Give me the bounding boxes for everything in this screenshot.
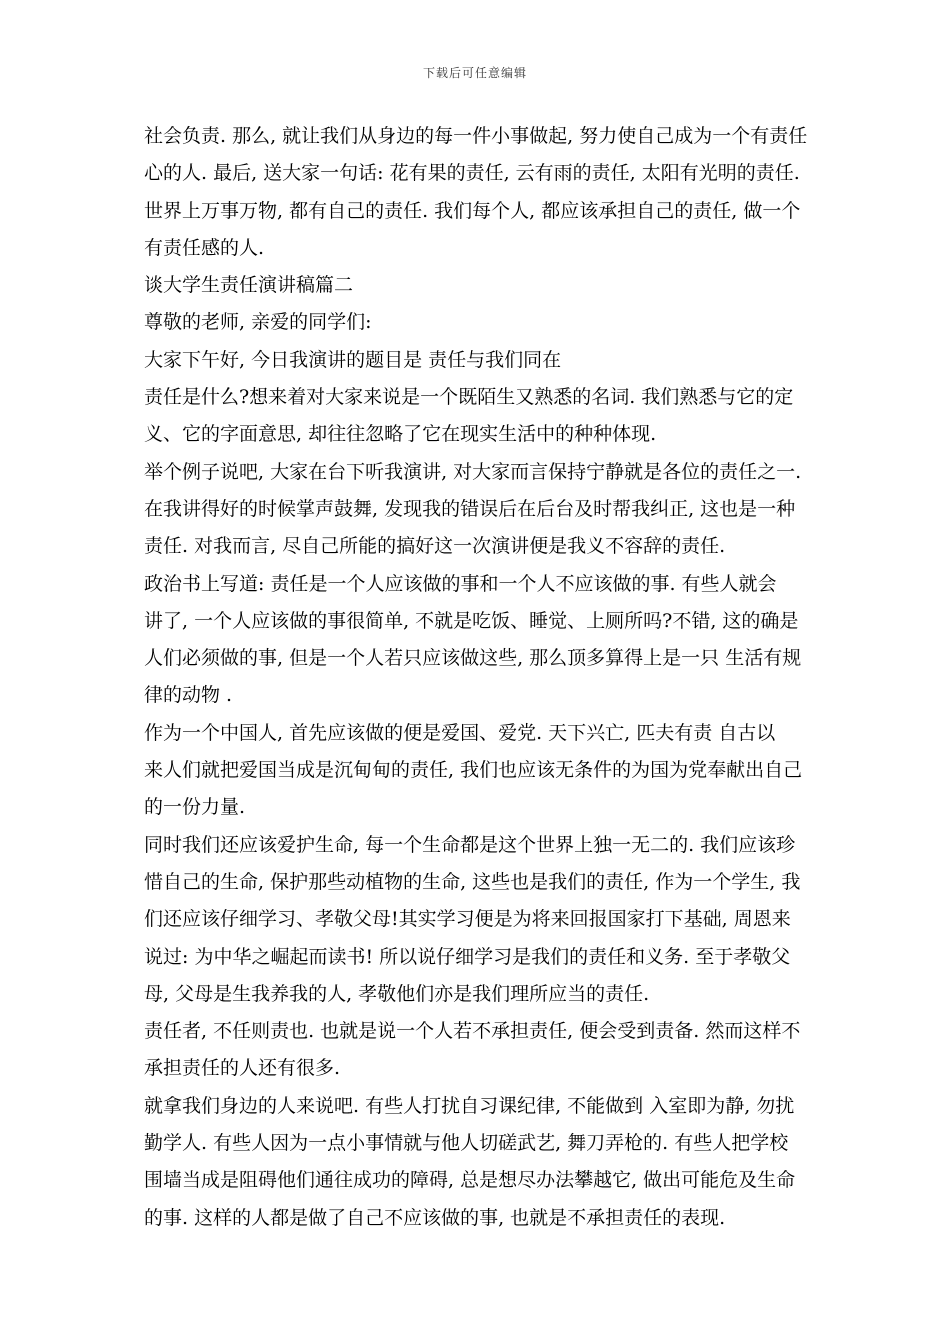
text-line: 的事. 这样的人都是做了自己不应该做的事, 也就是不承担责任的表现.	[144, 1206, 726, 1229]
text-line: 讲了, 一个人应该做的事很简单, 不就是吃饭、睡觉、上厕所吗?不错, 这的确是	[144, 609, 799, 632]
text-line: 母, 父母是生我养我的人, 孝敬他们亦是我们理所应当的责任.	[144, 982, 650, 1005]
text-line: 律的动物 .	[144, 684, 233, 707]
text-line: 来人们就把爱国当成是沉甸甸的责任, 我们也应该无条件的为国为党奉献出自己	[144, 759, 803, 782]
text-line: 责任是什么?想来着对大家来说是一个既陌生又熟悉的名词. 我们熟悉与它的定	[144, 386, 794, 409]
text-line: 作为一个中国人, 首先应该做的便是爱国、爱党. 天下兴亡, 匹夫有责 自古以	[144, 721, 776, 744]
text-line: 勤学人. 有些人因为一点小事情就与他人切磋武艺, 舞刀弄枪的. 有些人把学校	[144, 1132, 789, 1155]
page-header: 下载后可任意编辑	[422, 66, 527, 80]
text-line: 承担责任的人还有很多.	[144, 1057, 341, 1080]
document-body	[144, 118, 814, 1237]
text-line: 说过: 为中华之崛起而读书! 所以说仔细学习是我们的责任和义务. 至于孝敬父	[144, 945, 791, 968]
text-line: 责任者, 不任则责也. 也就是说一个人若不承担责任, 便会受到责备. 然而这样不	[144, 1020, 801, 1043]
text-line: 义、它的字面意思, 却往往忽略了它在现实生活中的种种体现.	[144, 423, 657, 446]
text-line: 世界上万事万物, 都有自己的责任. 我们每个人, 都应该承担自己的责任, 做一个	[144, 199, 801, 222]
text-line: 惜自己的生命, 保护那些动植物的生命, 这些也是我们的责任, 作为一个学生, 我	[144, 870, 801, 893]
text-line: 就拿我们身边的人来说吧. 有些人打扰自习课纪律, 不能做到 入室即为静, 勿扰	[144, 1094, 795, 1117]
text-line: 人们必须做的事, 但是一个人若只应该做这些, 那么顶多算得上是一只 生活有规	[144, 647, 802, 670]
text-line: 心的人. 最后, 送大家一句话: 花有果的责任, 云有雨的责任, 太阳有光明的责任.	[144, 162, 800, 185]
text-line: 举个例子说吧, 大家在台下听我演讲, 对大家而言保持宁静就是各位的责任之一.	[144, 460, 802, 483]
text-line: 们还应该仔细学习、孝敬父母!其实学习便是为将来回报国家打下基础, 周恩来	[144, 908, 791, 931]
text-line: 有责任感的人.	[144, 236, 265, 259]
text-line: 责任. 对我而言, 尽自己所能的搞好这一次演讲便是我义不容辞的责任.	[144, 535, 726, 558]
section-title: 谈大学生责任演讲稿篇二	[144, 274, 354, 297]
text-line: 尊敬的老师, 亲爱的同学们:	[144, 311, 372, 334]
text-line: 的一份力量.	[144, 796, 246, 819]
text-line: 政治书上写道: 责任是一个人应该做的事和一个人不应该做的事. 有些人就会	[144, 572, 777, 595]
text-line: 同时我们还应该爱护生命, 每一个生命都是这个世界上独一无二的. 我们应该珍	[144, 833, 796, 856]
text-line: 在我讲得好的时候掌声鼓舞, 发现我的错误后在后台及时帮我纠正, 这也是一种	[144, 497, 796, 520]
text-line: 大家下午好, 今日我演讲的题目是 责任与我们同在	[144, 348, 562, 371]
text-line: 社会负责. 那么, 就让我们从身边的每一件小事做起, 努力使自己成为一个有责任	[144, 125, 808, 147]
text-line: 围墙当成是阻碍他们通往成功的障碍, 总是想尽办法攀越它, 做出可能危及生命	[144, 1169, 796, 1192]
